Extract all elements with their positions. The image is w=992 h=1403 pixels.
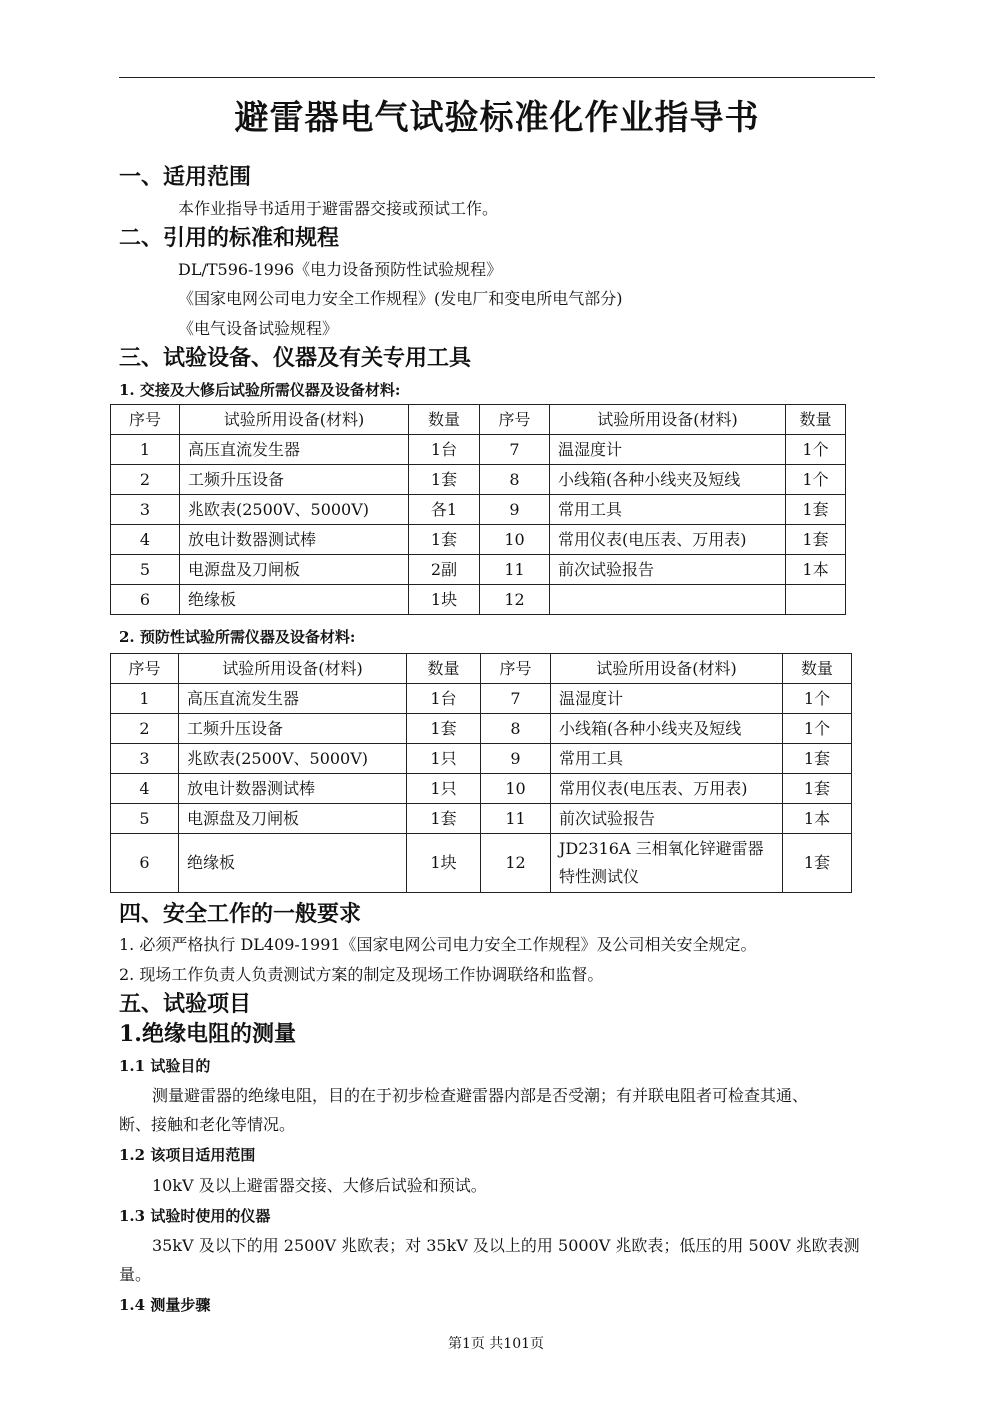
cell-qty: 1个 — [783, 714, 852, 744]
header-qty: 数量 — [409, 405, 480, 435]
cell-qty: 1本 — [786, 555, 846, 585]
cell-item: 放电计数器测试棒 — [180, 525, 409, 555]
table-row — [111, 585, 846, 615]
table-row — [111, 804, 852, 834]
cell-no: 8 — [481, 714, 551, 744]
header-item: 试验所用设备(材料) — [180, 405, 409, 435]
cell-no: 3 — [111, 495, 180, 525]
cell-no: 3 — [111, 744, 179, 774]
cell-no: 11 — [481, 804, 551, 834]
cell-no: 5 — [111, 555, 180, 585]
equipment-table-2 — [110, 653, 852, 893]
cell-qty: 1套 — [786, 495, 846, 525]
header-no: 序号 — [480, 405, 550, 435]
table-row — [111, 774, 852, 804]
cell-no: 4 — [111, 525, 180, 555]
section-5-heading: 五、试验项目 — [119, 991, 252, 1017]
cell-no: 6 — [111, 834, 179, 893]
subsection-1-3-title: 1.3 试验时使用的仪器 — [119, 1207, 271, 1225]
cell-no: 9 — [481, 744, 551, 774]
reference-3: 《电气设备试验规程》 — [178, 319, 339, 338]
cell-item: 兆欧表(2500V、5000V) — [180, 495, 409, 525]
cell-no: 9 — [480, 495, 550, 525]
cell-qty: 1块 — [407, 834, 481, 893]
header-no: 序号 — [111, 405, 180, 435]
page-title: 避雷器电气试验标准化作业指导书 — [234, 98, 760, 138]
cell-item: 温湿度计 — [551, 684, 783, 714]
cell-qty: 各1 — [409, 495, 480, 525]
cell-qty: 1只 — [407, 744, 481, 774]
cell-no: 1 — [111, 684, 179, 714]
cell-item: 常用仪表(电压表、万用表) — [550, 525, 786, 555]
cell-item: 电源盘及刀闸板 — [179, 804, 407, 834]
cell-item: 常用工具 — [550, 495, 786, 525]
header-qty: 数量 — [783, 654, 852, 684]
section-3-heading: 三、试验设备、仪器及有关专用工具 — [119, 345, 472, 371]
cell-qty: 1个 — [786, 465, 846, 495]
subsection-1-2-title: 1.2 该项目适用范围 — [119, 1146, 256, 1164]
safety-item-1: 1. 必须严格执行 DL409-1991《国家电网公司电力安全工作规程》及公司相关安全规定。 — [119, 935, 757, 954]
subsection-insulation-resistance: 1.绝缘电阻的测量 — [119, 1021, 296, 1047]
cell-item: 常用仪表(电压表、万用表) — [551, 774, 783, 804]
cell-item: 小线箱(各种小线夹及短线 — [550, 465, 786, 495]
cell-no: 10 — [480, 525, 550, 555]
cell-item-line: JD2316A 三相氧化锌避雷器 — [559, 839, 764, 858]
cell-no: 7 — [481, 684, 551, 714]
cell-item: 小线箱(各种小线夹及短线 — [551, 714, 783, 744]
table-row — [111, 525, 846, 555]
subsection-1-2-text: 10kV 及以上避雷器交接、大修后试验和预试。 — [152, 1176, 487, 1195]
safety-item-2: 2. 现场工作负责人负责测试方案的制定及现场工作协调联络和监督。 — [119, 965, 604, 984]
subsection-1-1-line-2: 断、接触和老化等情况。 — [119, 1115, 296, 1134]
table-1-caption: 1. 交接及大修后试验所需仪器及设备材料: — [119, 381, 401, 399]
table-row — [111, 435, 846, 465]
cell-qty: 1套 — [407, 804, 481, 834]
cell-no: 1 — [111, 435, 180, 465]
cell-qty: 2副 — [409, 555, 480, 585]
table-row — [111, 744, 852, 774]
equipment-table-1 — [110, 404, 846, 615]
section-1-text: 本作业指导书适用于避雷器交接或预试工作。 — [178, 199, 499, 218]
cell-no: 2 — [111, 465, 180, 495]
cell-qty — [786, 585, 846, 615]
cell-qty: 1个 — [786, 435, 846, 465]
header-qty: 数量 — [407, 654, 481, 684]
table-2-caption: 2. 预防性试验所需仪器及设备材料: — [119, 628, 356, 646]
section-2-heading: 二、引用的标准和规程 — [119, 225, 340, 251]
cell-item: 高压直流发生器 — [179, 684, 407, 714]
table-header-row — [111, 405, 846, 435]
cell-qty: 1套 — [409, 525, 480, 555]
cell-item: 高压直流发生器 — [180, 435, 409, 465]
cell-no: 7 — [480, 435, 550, 465]
cell-item: 绝缘板 — [179, 834, 407, 893]
cell-item: 兆欧表(2500V、5000V) — [179, 744, 407, 774]
cell-qty: 1本 — [783, 804, 852, 834]
cell-no: 12 — [480, 585, 550, 615]
cell-item — [550, 585, 786, 615]
cell-no: 10 — [481, 774, 551, 804]
cell-item: 工频升压设备 — [179, 714, 407, 744]
subsection-1-4-title: 1.4 测量步骤 — [119, 1296, 211, 1314]
subsection-1-3-line-1: 35kV 及以下的用 2500V 兆欧表；对 35kV 及以上的用 5000V 兆欧表；低压的用 500V 兆欧表测 — [152, 1236, 860, 1255]
header-qty: 数量 — [786, 405, 846, 435]
cell-item: 工频升压设备 — [180, 465, 409, 495]
section-1-heading: 一、适用范围 — [119, 164, 252, 190]
cell-qty: 1套 — [783, 774, 852, 804]
cell-item: 电源盘及刀闸板 — [180, 555, 409, 585]
section-4-heading: 四、安全工作的一般要求 — [119, 901, 362, 927]
page-footer: 第1页 共101页 — [447, 1336, 545, 1352]
cell-no: 5 — [111, 804, 179, 834]
cell-item: 常用工具 — [551, 744, 783, 774]
table-row — [111, 684, 852, 714]
header-item: 试验所用设备(材料) — [551, 654, 783, 684]
subsection-1-1-line-1: 测量避雷器的绝缘电阻，目的在于初步检查避雷器内部是否受潮；有并联电阻者可检查其通、 — [152, 1086, 809, 1105]
table-row — [111, 465, 846, 495]
header-item: 试验所用设备(材料) — [179, 654, 407, 684]
cell-item-line: 特性测试仪 — [559, 867, 640, 886]
subsection-1-3-line-2: 量。 — [119, 1265, 152, 1284]
reference-2: 《国家电网公司电力安全工作规程》(发电厂和变电所电气部分) — [178, 289, 623, 308]
header-rule — [119, 77, 875, 78]
cell-item: 温湿度计 — [550, 435, 786, 465]
cell-qty: 1套 — [783, 744, 852, 774]
cell-item — [551, 834, 783, 893]
cell-item: 前次试验报告 — [551, 804, 783, 834]
subsection-1-1-title: 1.1 试验目的 — [119, 1057, 211, 1075]
cell-no: 12 — [481, 834, 551, 893]
cell-qty: 1套 — [786, 525, 846, 555]
cell-qty: 1只 — [407, 774, 481, 804]
cell-qty: 1块 — [409, 585, 480, 615]
cell-qty: 1台 — [409, 435, 480, 465]
table-row — [111, 714, 852, 744]
header-no: 序号 — [111, 654, 179, 684]
cell-qty: 1台 — [407, 684, 481, 714]
cell-no: 6 — [111, 585, 180, 615]
cell-no: 11 — [480, 555, 550, 585]
cell-no: 4 — [111, 774, 179, 804]
table-row — [111, 834, 852, 893]
cell-qty: 1套 — [783, 834, 852, 893]
table-row — [111, 555, 846, 585]
table-header-row — [111, 654, 852, 684]
cell-item: 绝缘板 — [180, 585, 409, 615]
cell-qty: 1套 — [407, 714, 481, 744]
cell-item: 放电计数器测试棒 — [179, 774, 407, 804]
cell-qty: 1套 — [409, 465, 480, 495]
header-no: 序号 — [481, 654, 551, 684]
cell-qty: 1个 — [783, 684, 852, 714]
cell-item: 前次试验报告 — [550, 555, 786, 585]
cell-no: 2 — [111, 714, 179, 744]
table-row — [111, 495, 846, 525]
cell-no: 8 — [480, 465, 550, 495]
header-item: 试验所用设备(材料) — [550, 405, 786, 435]
reference-1: DL/T596-1996《电力设备预防性试验规程》 — [178, 260, 503, 279]
